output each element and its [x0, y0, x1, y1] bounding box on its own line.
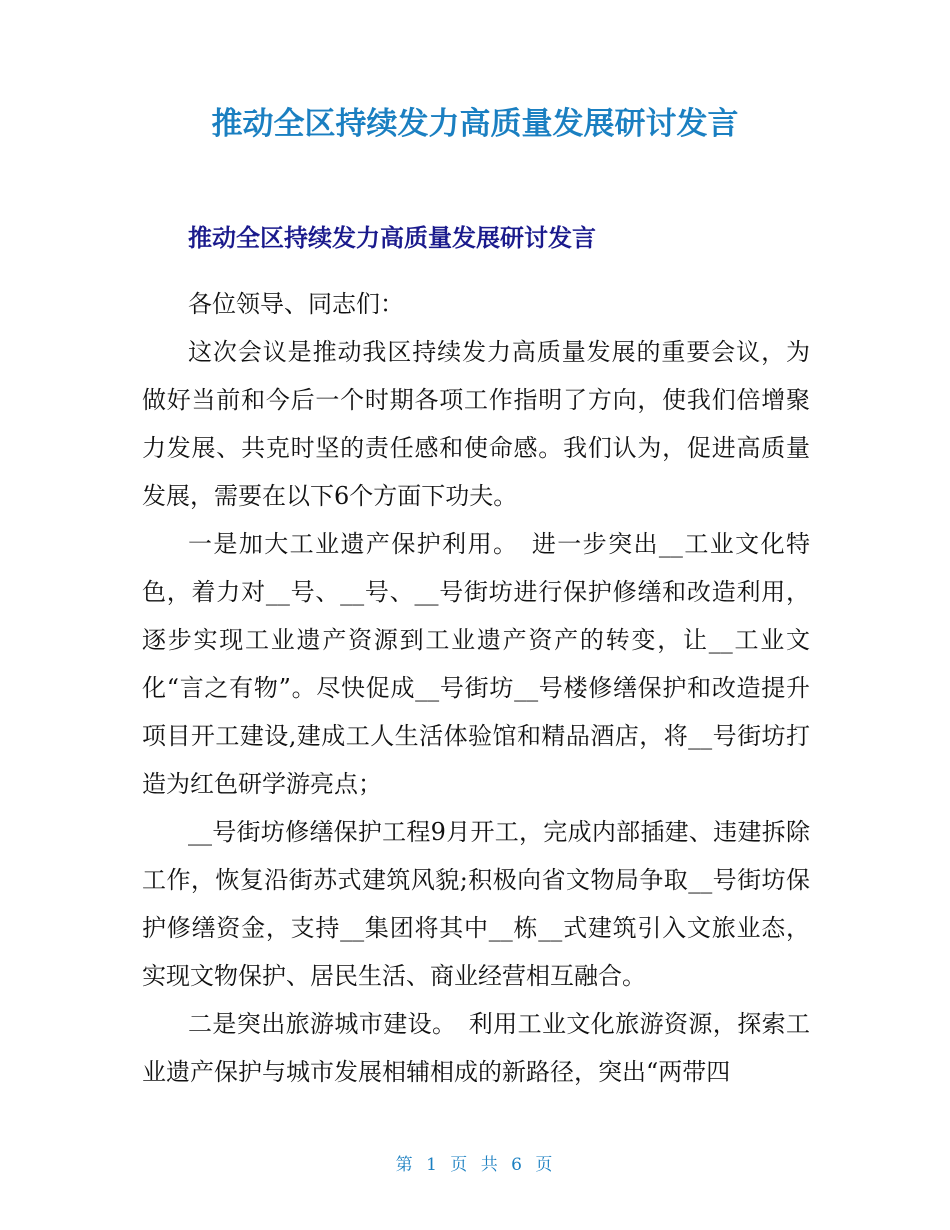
document-title: 推动全区持续发力高质量发展研讨发言 — [211, 106, 739, 142]
paragraph-intro: 这次会议是推动我区持续发力高质量发展的重要会议，为做好当前和今后一个时期各项工作指明了方向，使我们倍增聚力发展、共克时坚的责任感和使命感。我们认为，促进高质量发展，需要在以下6个方面下功夫。 — [142, 338, 810, 510]
document-subtitle: 推动全区持续发力高质量发展研讨发言 — [188, 224, 596, 252]
document-body — [142, 280, 810, 1096]
paragraph-point-one: 一是加大工业遗产保护利用。 进一步突出__工业文化特色，着力对__号、__号、__号街坊进行保护修缮和改造利用，逐步实现工业遗产资源到工业遗产资产的转变，让__工业文化“言之有物”。尽快促成__号街坊__号楼修缮保护和改造提升项目开工建设,建成工人生活体验馆和精品酒店，将__号街坊打造为红色研学游亮点； — [142, 530, 810, 798]
paragraph-greeting: 各位领导、同志们： — [188, 290, 404, 318]
page-indicator: 第 1 页 共 6 页 — [395, 1155, 555, 1175]
paragraph-point-two: 二是突出旅游城市建设。 利用工业文化旅游资源，探索工业遗产保护与城市发展相辅相成的新路径，突出“两带四 — [142, 1010, 810, 1086]
paragraph-point-one-continued: __号街坊修缮保护工程9月开工，完成内部插建、违建拆除工作，恢复沿街苏式建筑风貌;积极向省文物局争取__号街坊保护修缮资金，支持__集团将其中__栋__式建筑引入文旅业态，实现文物保护、居民生活、商业经营相互融合。 — [142, 818, 810, 990]
